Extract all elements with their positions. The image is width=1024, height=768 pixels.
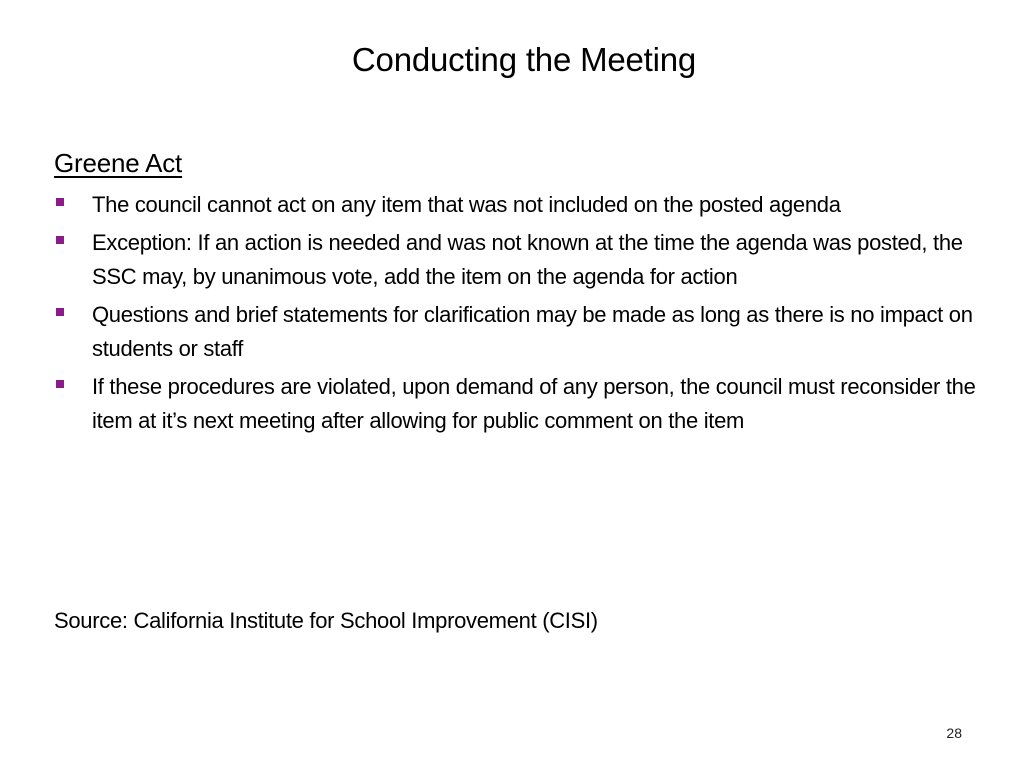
square-bullet-icon: [56, 308, 64, 316]
square-bullet-icon: [56, 236, 64, 244]
bullet-text: If these procedures are violated, upon demand of any person, the council must reconsider the item at it’s next meeting after allowing for public comment on the item: [92, 374, 976, 433]
bullet-text: The council cannot act on any item that was not included on the posted agenda: [92, 192, 841, 217]
section-heading: Greene Act: [54, 148, 183, 178]
bullet-item: [54, 298, 984, 366]
square-bullet-icon: [56, 198, 64, 206]
source-citation: Source: California Institute for School Improvement (CISI): [54, 608, 598, 633]
slide-title: Conducting the Meeting: [351, 41, 697, 78]
page-number: 28: [946, 725, 962, 741]
bullet-list: [54, 188, 984, 438]
bullet-item: [54, 370, 984, 438]
square-bullet-icon: [56, 380, 64, 388]
bullet-text: Exception: If an action is needed and was not known at the time the agenda was posted, the SSC may, by unanimous vote, add the item on the agenda for action: [92, 230, 963, 289]
bullet-text: Questions and brief statements for clarification may be made as long as there is no impact on students or staff: [92, 302, 973, 361]
bullet-item: [54, 226, 984, 294]
slide-content: [54, 146, 984, 442]
bullet-item: [54, 188, 984, 222]
